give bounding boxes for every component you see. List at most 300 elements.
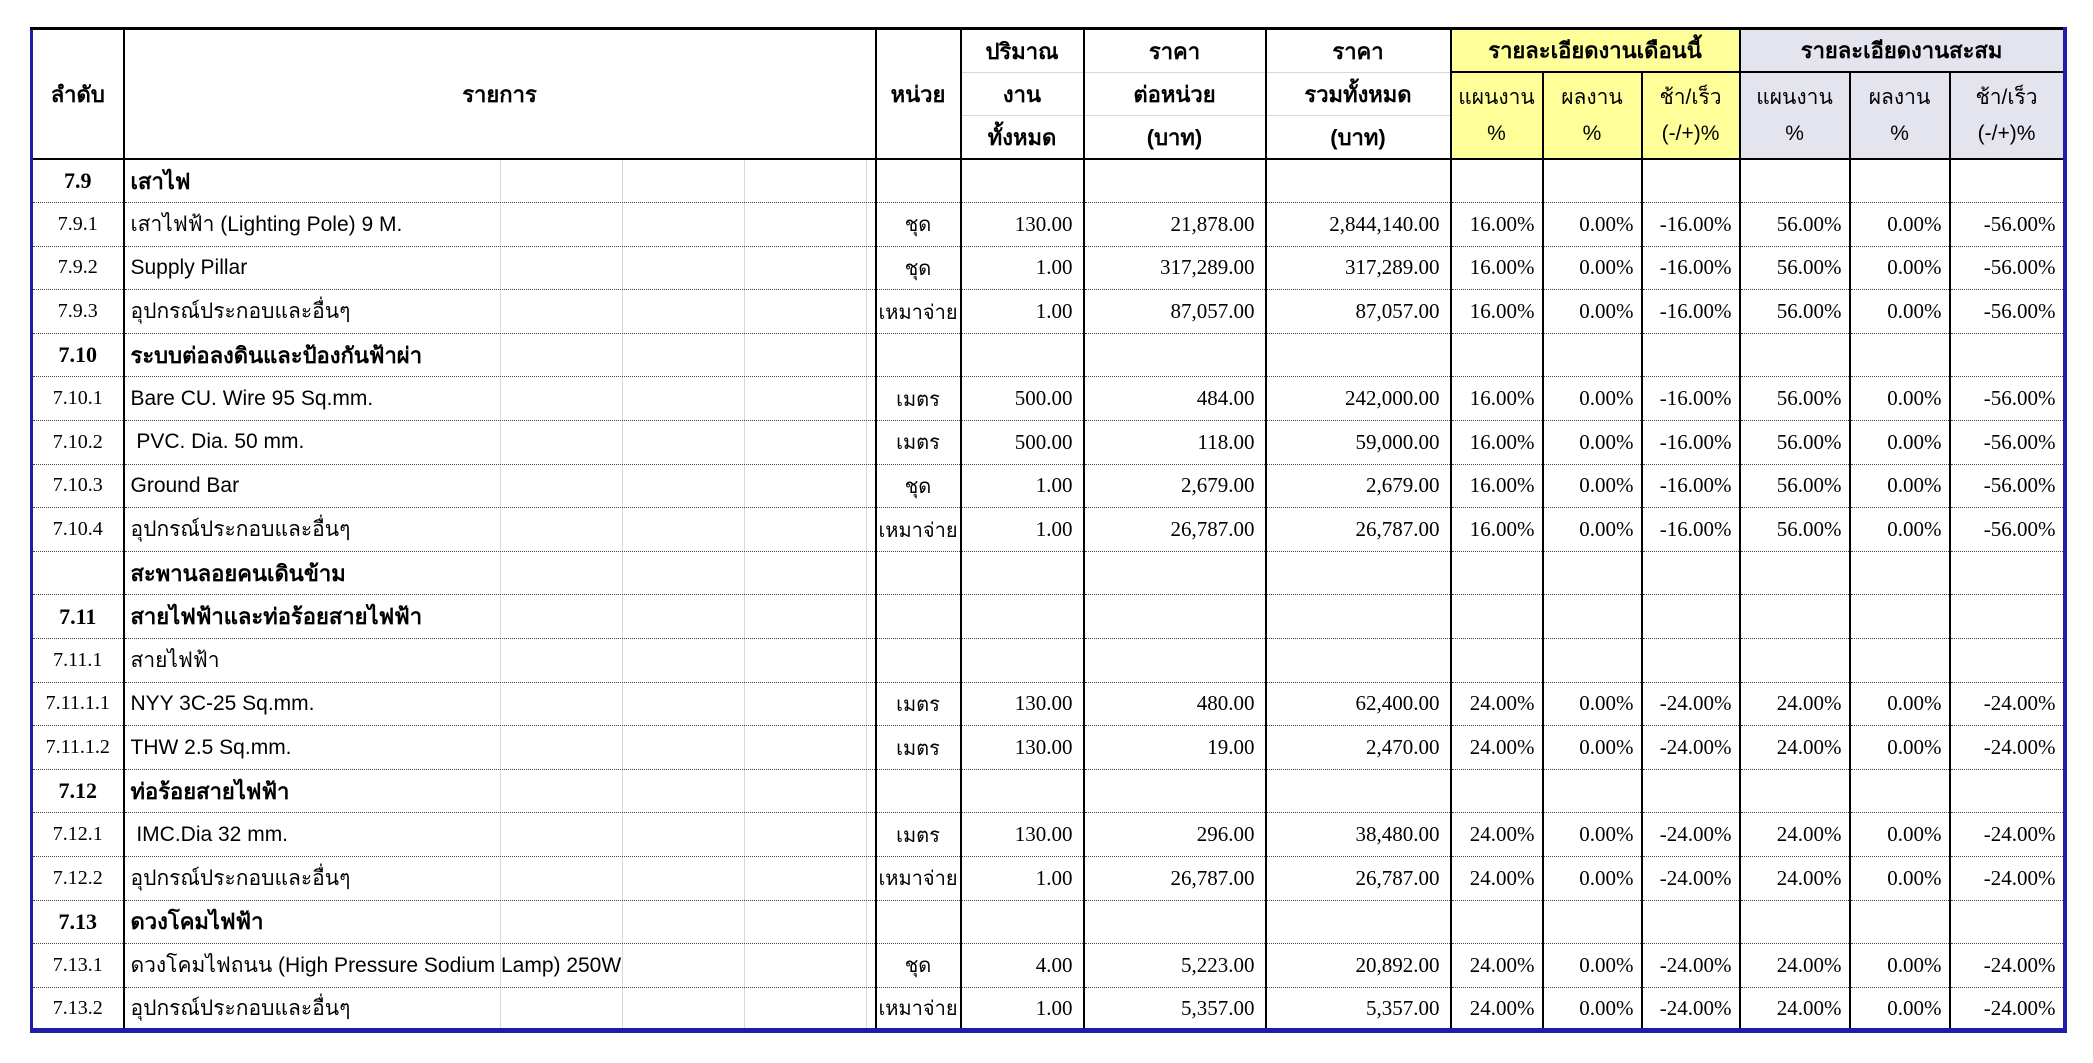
cell-no: 7.12 bbox=[32, 769, 124, 813]
cell-unit-price: 26,787.00 bbox=[1084, 508, 1266, 552]
cell-diff-cum: -56.00% bbox=[1950, 377, 2065, 421]
cell-unit-price bbox=[1084, 900, 1266, 944]
cell-item: ระบบต่อลงดินและป้องกันฟ้าผ่า bbox=[124, 333, 876, 377]
cell-total-price: 2,679.00 bbox=[1266, 464, 1451, 508]
header-unit-price bbox=[1084, 29, 1266, 160]
cell-actual-month bbox=[1543, 900, 1642, 944]
cell-actual-month bbox=[1543, 639, 1642, 683]
cell-item: NYY 3C-25 Sq.mm. bbox=[124, 682, 876, 726]
cell-plan-month bbox=[1451, 333, 1543, 377]
cell-plan-cum bbox=[1740, 159, 1850, 203]
cell-total-price bbox=[1266, 769, 1451, 813]
cell-actual-cum: 0.00% bbox=[1850, 944, 1950, 988]
cell-qty: 1.00 bbox=[961, 246, 1084, 290]
cell-actual-cum: 0.00% bbox=[1850, 464, 1950, 508]
cell-unit: เมตร bbox=[876, 813, 961, 857]
header-month-diff-lines bbox=[1643, 73, 1739, 158]
cell-plan-month: 16.00% bbox=[1451, 203, 1543, 247]
cell-actual-cum: 0.00% bbox=[1850, 726, 1950, 770]
table-row bbox=[32, 508, 2065, 552]
cell-diff-month bbox=[1642, 900, 1740, 944]
cell-plan-cum: 24.00% bbox=[1740, 813, 1850, 857]
cell-item: Ground Bar bbox=[124, 464, 876, 508]
header-no: ลำดับ bbox=[32, 29, 124, 160]
cell-no: 7.13.2 bbox=[32, 987, 124, 1031]
header-month-plan-lines bbox=[1452, 73, 1542, 158]
cell-diff-cum bbox=[1950, 595, 2065, 639]
cell-actual-cum: 0.00% bbox=[1850, 203, 1950, 247]
cell-actual-cum bbox=[1850, 333, 1950, 377]
cell-plan-month: 16.00% bbox=[1451, 290, 1543, 334]
cell-qty: 1.00 bbox=[961, 857, 1084, 901]
cell-unit-price: 484.00 bbox=[1084, 377, 1266, 421]
cell-diff-cum bbox=[1950, 900, 2065, 944]
table-row bbox=[32, 857, 2065, 901]
cell-unit bbox=[876, 900, 961, 944]
cell-unit-price bbox=[1084, 769, 1266, 813]
header-month-actual bbox=[1543, 72, 1642, 159]
cell-actual-cum: 0.00% bbox=[1850, 377, 1950, 421]
table-row bbox=[32, 333, 2065, 377]
cell-unit-price: 118.00 bbox=[1084, 421, 1266, 465]
cell-plan-cum: 24.00% bbox=[1740, 857, 1850, 901]
cell-actual-month: 0.00% bbox=[1543, 987, 1642, 1031]
cell-diff-month: -16.00% bbox=[1642, 290, 1740, 334]
cell-plan-cum: 56.00% bbox=[1740, 508, 1850, 552]
cell-no: 7.9.2 bbox=[32, 246, 124, 290]
cell-actual-month: 0.00% bbox=[1543, 813, 1642, 857]
cell-plan-cum: 56.00% bbox=[1740, 203, 1850, 247]
table-row bbox=[32, 769, 2065, 813]
cell-actual-month: 0.00% bbox=[1543, 682, 1642, 726]
cell-no: 7.11.1.1 bbox=[32, 682, 124, 726]
cell-diff-month: -16.00% bbox=[1642, 246, 1740, 290]
cell-unit: ชุด bbox=[876, 944, 961, 988]
cell-total-price bbox=[1266, 333, 1451, 377]
cell-item: IMC.Dia 32 mm. bbox=[124, 813, 876, 857]
cell-plan-month: 24.00% bbox=[1451, 682, 1543, 726]
header-month-actual-lines bbox=[1544, 73, 1641, 158]
cell-item: อุปกรณ์ประกอบและอื่นๆ bbox=[124, 508, 876, 552]
cell-actual-month: 0.00% bbox=[1543, 290, 1642, 334]
header-month-plan bbox=[1451, 72, 1543, 159]
header-cum-diff bbox=[1950, 72, 2065, 159]
cell-unit: ชุด bbox=[876, 464, 961, 508]
cell-no: 7.9.1 bbox=[32, 203, 124, 247]
cell-no: 7.12.2 bbox=[32, 857, 124, 901]
header-group-row bbox=[32, 29, 2065, 72]
table-row bbox=[32, 813, 2065, 857]
header-total-price-line2: รวมทั้งหมด bbox=[1267, 72, 1450, 115]
header-unit-price-line3: (บาท) bbox=[1085, 115, 1265, 158]
cell-total-price: 20,892.00 bbox=[1266, 944, 1451, 988]
cell-qty: 130.00 bbox=[961, 726, 1084, 770]
header-unit-price-lines bbox=[1085, 30, 1265, 158]
cell-actual-cum: 0.00% bbox=[1850, 508, 1950, 552]
cell-qty: 1.00 bbox=[961, 508, 1084, 552]
cell-plan-month bbox=[1451, 639, 1543, 683]
cell-unit bbox=[876, 333, 961, 377]
cell-no: 7.10.1 bbox=[32, 377, 124, 421]
table-row bbox=[32, 421, 2065, 465]
cell-total-price bbox=[1266, 159, 1451, 203]
header-month-diff-label: ช้า/เร็ว bbox=[1659, 85, 1722, 109]
cell-total-price: 317,289.00 bbox=[1266, 246, 1451, 290]
header-qty-line3: ทั้งหมด bbox=[962, 115, 1083, 158]
cell-actual-month: 0.00% bbox=[1543, 726, 1642, 770]
header-cum-diff-pct: (-/+)% bbox=[1977, 121, 2036, 145]
cell-unit-price: 21,878.00 bbox=[1084, 203, 1266, 247]
cell-diff-cum bbox=[1950, 551, 2065, 595]
cell-total-price: 2,844,140.00 bbox=[1266, 203, 1451, 247]
cell-plan-cum: 24.00% bbox=[1740, 944, 1850, 988]
cell-no: 7.10.4 bbox=[32, 508, 124, 552]
cell-no bbox=[32, 551, 124, 595]
cell-item: อุปกรณ์ประกอบและอื่นๆ bbox=[124, 290, 876, 334]
cell-plan-month: 24.00% bbox=[1451, 944, 1543, 988]
cell-total-price: 2,470.00 bbox=[1266, 726, 1451, 770]
cell-diff-cum: -56.00% bbox=[1950, 508, 2065, 552]
cell-unit-price: 296.00 bbox=[1084, 813, 1266, 857]
cell-no: 7.11 bbox=[32, 595, 124, 639]
cell-plan-month bbox=[1451, 551, 1543, 595]
header-qty-line2: งาน bbox=[962, 72, 1083, 115]
table-row bbox=[32, 987, 2065, 1031]
cell-unit-price: 5,357.00 bbox=[1084, 987, 1266, 1031]
header-month-detail-group: รายละเอียดงานเดือนนี้ bbox=[1451, 29, 1740, 72]
cell-unit bbox=[876, 595, 961, 639]
table-row bbox=[32, 203, 2065, 247]
cell-total-price: 26,787.00 bbox=[1266, 857, 1451, 901]
cell-qty: 130.00 bbox=[961, 813, 1084, 857]
cell-item: ดวงโคมไฟถนน (High Pressure Sodium Lamp) 250W bbox=[124, 944, 876, 988]
cell-actual-cum: 0.00% bbox=[1850, 421, 1950, 465]
cell-unit-price bbox=[1084, 551, 1266, 595]
cell-item: ดวงโคมไฟฟ้า bbox=[124, 900, 876, 944]
cell-total-price: 87,057.00 bbox=[1266, 290, 1451, 334]
header-cum-diff-lines bbox=[1951, 73, 2063, 158]
cell-actual-month bbox=[1543, 595, 1642, 639]
header-qty-line1: ปริมาณ bbox=[985, 38, 1059, 64]
cell-diff-cum: -24.00% bbox=[1950, 813, 2065, 857]
cell-diff-cum bbox=[1950, 639, 2065, 683]
cell-plan-month bbox=[1451, 769, 1543, 813]
header-month-plan-pct: % bbox=[1487, 121, 1506, 145]
cell-qty bbox=[961, 159, 1084, 203]
cell-no: 7.9 bbox=[32, 159, 124, 203]
cell-unit bbox=[876, 159, 961, 203]
header-month-plan-label: แผนงาน bbox=[1458, 85, 1535, 109]
cell-item: THW 2.5 Sq.mm. bbox=[124, 726, 876, 770]
cell-diff-cum: -56.00% bbox=[1950, 246, 2065, 290]
cell-item: สะพานลอยคนเดินข้าม bbox=[124, 551, 876, 595]
header-cum-diff-label: ช้า/เร็ว bbox=[1975, 85, 2038, 109]
cell-plan-month: 16.00% bbox=[1451, 421, 1543, 465]
cell-plan-cum bbox=[1740, 551, 1850, 595]
cell-item: ท่อร้อยสายไฟฟ้า bbox=[124, 769, 876, 813]
cell-actual-cum bbox=[1850, 639, 1950, 683]
cell-unit-price bbox=[1084, 639, 1266, 683]
cell-diff-cum: -24.00% bbox=[1950, 944, 2065, 988]
cell-qty: 500.00 bbox=[961, 421, 1084, 465]
cell-unit-price bbox=[1084, 333, 1266, 377]
table-row bbox=[32, 246, 2065, 290]
cell-plan-month: 24.00% bbox=[1451, 726, 1543, 770]
cell-plan-cum: 56.00% bbox=[1740, 464, 1850, 508]
cell-plan-cum: 56.00% bbox=[1740, 246, 1850, 290]
cell-actual-month: 0.00% bbox=[1543, 377, 1642, 421]
cell-unit: ชุด bbox=[876, 246, 961, 290]
cell-plan-cum bbox=[1740, 769, 1850, 813]
cell-actual-cum: 0.00% bbox=[1850, 987, 1950, 1031]
cell-diff-month bbox=[1642, 159, 1740, 203]
cell-total-price: 59,000.00 bbox=[1266, 421, 1451, 465]
header-total-price-line3: (บาท) bbox=[1267, 115, 1450, 158]
cell-unit-price: 19.00 bbox=[1084, 726, 1266, 770]
cell-qty: 500.00 bbox=[961, 377, 1084, 421]
cell-item: Bare CU. Wire 95 Sq.mm. bbox=[124, 377, 876, 421]
cell-diff-cum: -24.00% bbox=[1950, 857, 2065, 901]
table-row bbox=[32, 900, 2065, 944]
table-row bbox=[32, 944, 2065, 988]
cell-total-price: 5,357.00 bbox=[1266, 987, 1451, 1031]
cell-qty bbox=[961, 595, 1084, 639]
cell-diff-cum bbox=[1950, 159, 2065, 203]
cell-diff-month: -24.00% bbox=[1642, 944, 1740, 988]
header-month-diff bbox=[1642, 72, 1740, 159]
cell-no: 7.10 bbox=[32, 333, 124, 377]
cell-unit: เมตร bbox=[876, 682, 961, 726]
table-row bbox=[32, 290, 2065, 334]
header-unit-price-line2: ต่อหน่วย bbox=[1085, 72, 1265, 115]
cell-item: เสาไฟฟ้า (Lighting Pole) 9 M. bbox=[124, 203, 876, 247]
cell-no: 7.11.1 bbox=[32, 639, 124, 683]
cell-diff-cum: -24.00% bbox=[1950, 987, 2065, 1031]
cell-actual-cum: 0.00% bbox=[1850, 857, 1950, 901]
header-cum-plan-label: แผนงาน bbox=[1756, 85, 1833, 109]
cell-actual-month: 0.00% bbox=[1543, 246, 1642, 290]
cell-diff-cum: -56.00% bbox=[1950, 421, 2065, 465]
cell-total-price bbox=[1266, 639, 1451, 683]
cell-actual-month: 0.00% bbox=[1543, 857, 1642, 901]
header-cum-actual-pct: % bbox=[1890, 121, 1909, 145]
cell-diff-cum bbox=[1950, 333, 2065, 377]
cell-qty bbox=[961, 769, 1084, 813]
header-cum-plan-lines bbox=[1741, 73, 1849, 158]
cell-unit: เหมาจ่าย bbox=[876, 857, 961, 901]
table-body bbox=[32, 159, 2065, 1031]
cell-qty: 1.00 bbox=[961, 464, 1084, 508]
cell-no: 7.13 bbox=[32, 900, 124, 944]
cell-diff-month bbox=[1642, 639, 1740, 683]
cell-actual-cum bbox=[1850, 551, 1950, 595]
cell-diff-month bbox=[1642, 769, 1740, 813]
cell-plan-cum bbox=[1740, 333, 1850, 377]
header-unit-price-line1: ราคา bbox=[1148, 38, 1201, 64]
cell-unit: ชุด bbox=[876, 203, 961, 247]
cell-plan-month bbox=[1451, 159, 1543, 203]
cell-total-price: 62,400.00 bbox=[1266, 682, 1451, 726]
header-total-quantity bbox=[961, 29, 1084, 160]
cell-diff-month: -24.00% bbox=[1642, 726, 1740, 770]
cell-total-price bbox=[1266, 551, 1451, 595]
cell-no: 7.11.1.2 bbox=[32, 726, 124, 770]
cell-plan-month bbox=[1451, 595, 1543, 639]
cell-total-price bbox=[1266, 595, 1451, 639]
header-unit: หน่วย bbox=[876, 29, 961, 160]
cell-qty bbox=[961, 900, 1084, 944]
cell-diff-month bbox=[1642, 595, 1740, 639]
cell-unit: เมตร bbox=[876, 377, 961, 421]
cell-diff-month: -24.00% bbox=[1642, 857, 1740, 901]
cell-qty bbox=[961, 639, 1084, 683]
cell-diff-cum: -24.00% bbox=[1950, 726, 2065, 770]
cell-diff-month: -24.00% bbox=[1642, 682, 1740, 726]
cell-actual-month bbox=[1543, 551, 1642, 595]
cell-diff-month: -16.00% bbox=[1642, 421, 1740, 465]
header-cumulative-detail-group: รายละเอียดงานสะสม bbox=[1740, 29, 2065, 72]
cell-actual-cum bbox=[1850, 769, 1950, 813]
cell-unit: เหมาจ่าย bbox=[876, 290, 961, 334]
cell-actual-month: 0.00% bbox=[1543, 944, 1642, 988]
cell-diff-month bbox=[1642, 551, 1740, 595]
cell-diff-cum bbox=[1950, 769, 2065, 813]
header-cum-actual-lines bbox=[1851, 73, 1949, 158]
cell-plan-month: 24.00% bbox=[1451, 813, 1543, 857]
header-item: รายการ bbox=[124, 29, 876, 160]
cell-plan-month: 16.00% bbox=[1451, 508, 1543, 552]
table-row bbox=[32, 159, 2065, 203]
cell-no: 7.13.1 bbox=[32, 944, 124, 988]
cell-item: อุปกรณ์ประกอบและอื่นๆ bbox=[124, 987, 876, 1031]
cell-unit: เหมาจ่าย bbox=[876, 987, 961, 1031]
cell-diff-month bbox=[1642, 333, 1740, 377]
cell-diff-month: -16.00% bbox=[1642, 377, 1740, 421]
cell-unit bbox=[876, 639, 961, 683]
cell-plan-cum: 24.00% bbox=[1740, 987, 1850, 1031]
cell-actual-month: 0.00% bbox=[1543, 464, 1642, 508]
cell-no: 7.10.3 bbox=[32, 464, 124, 508]
cell-plan-month: 16.00% bbox=[1451, 246, 1543, 290]
cell-qty bbox=[961, 333, 1084, 377]
cell-actual-month: 0.00% bbox=[1543, 203, 1642, 247]
table-row bbox=[32, 464, 2065, 508]
cell-plan-cum bbox=[1740, 639, 1850, 683]
cell-diff-month: -16.00% bbox=[1642, 464, 1740, 508]
cell-diff-cum: -56.00% bbox=[1950, 464, 2065, 508]
cell-total-price: 242,000.00 bbox=[1266, 377, 1451, 421]
cell-actual-cum: 0.00% bbox=[1850, 682, 1950, 726]
cell-item: สายไฟฟ้าและท่อร้อยสายไฟฟ้า bbox=[124, 595, 876, 639]
cell-plan-month bbox=[1451, 900, 1543, 944]
table-row bbox=[32, 682, 2065, 726]
cell-plan-month: 24.00% bbox=[1451, 987, 1543, 1031]
header-total-quantity-lines bbox=[962, 30, 1083, 158]
cell-unit: เมตร bbox=[876, 421, 961, 465]
cell-unit bbox=[876, 551, 961, 595]
cell-item: PVC. Dia. 50 mm. bbox=[124, 421, 876, 465]
cell-actual-cum: 0.00% bbox=[1850, 290, 1950, 334]
table-row bbox=[32, 595, 2065, 639]
cell-actual-month: 0.00% bbox=[1543, 508, 1642, 552]
cell-unit-price: 5,223.00 bbox=[1084, 944, 1266, 988]
cell-qty bbox=[961, 551, 1084, 595]
cell-unit-price: 87,057.00 bbox=[1084, 290, 1266, 334]
cell-diff-month: -16.00% bbox=[1642, 508, 1740, 552]
cell-diff-month: -24.00% bbox=[1642, 987, 1740, 1031]
cell-plan-cum: 56.00% bbox=[1740, 290, 1850, 334]
cell-actual-month bbox=[1543, 159, 1642, 203]
cell-diff-cum: -56.00% bbox=[1950, 203, 2065, 247]
cell-no: 7.9.3 bbox=[32, 290, 124, 334]
cell-item: เสาไฟ bbox=[124, 159, 876, 203]
cell-unit: เหมาจ่าย bbox=[876, 508, 961, 552]
header-cum-plan-pct: % bbox=[1785, 121, 1804, 145]
table-row bbox=[32, 726, 2065, 770]
cell-unit bbox=[876, 769, 961, 813]
cell-unit-price bbox=[1084, 595, 1266, 639]
header-month-actual-pct: % bbox=[1582, 121, 1602, 145]
header-month-diff-pct: (-/+)% bbox=[1661, 121, 1720, 145]
cell-qty: 1.00 bbox=[961, 987, 1084, 1031]
cell-total-price: 26,787.00 bbox=[1266, 508, 1451, 552]
header-total-price bbox=[1266, 29, 1451, 160]
cell-unit: เมตร bbox=[876, 726, 961, 770]
cell-plan-cum: 24.00% bbox=[1740, 682, 1850, 726]
cell-item: อุปกรณ์ประกอบและอื่นๆ bbox=[124, 857, 876, 901]
cell-no: 7.10.2 bbox=[32, 421, 124, 465]
cell-plan-cum: 56.00% bbox=[1740, 421, 1850, 465]
cell-actual-cum bbox=[1850, 159, 1950, 203]
cell-plan-month: 16.00% bbox=[1451, 377, 1543, 421]
header-total-price-line1: ราคา bbox=[1332, 38, 1384, 64]
cell-actual-month bbox=[1543, 769, 1642, 813]
cell-qty: 1.00 bbox=[961, 290, 1084, 334]
table-row bbox=[32, 551, 2065, 595]
cell-actual-month bbox=[1543, 333, 1642, 377]
cell-unit-price: 2,679.00 bbox=[1084, 464, 1266, 508]
cell-diff-month: -24.00% bbox=[1642, 813, 1740, 857]
cell-actual-cum bbox=[1850, 900, 1950, 944]
cell-actual-month: 0.00% bbox=[1543, 421, 1642, 465]
cell-plan-month: 16.00% bbox=[1451, 464, 1543, 508]
cell-qty: 130.00 bbox=[961, 682, 1084, 726]
cell-total-price: 38,480.00 bbox=[1266, 813, 1451, 857]
cell-actual-cum: 0.00% bbox=[1850, 813, 1950, 857]
cell-plan-cum bbox=[1740, 900, 1850, 944]
work-progress-table bbox=[30, 27, 2067, 1033]
cell-plan-cum bbox=[1740, 595, 1850, 639]
cell-total-price bbox=[1266, 900, 1451, 944]
cell-plan-cum: 24.00% bbox=[1740, 726, 1850, 770]
cell-diff-cum: -56.00% bbox=[1950, 290, 2065, 334]
cell-qty: 4.00 bbox=[961, 944, 1084, 988]
cell-unit-price bbox=[1084, 159, 1266, 203]
header-total-price-lines bbox=[1267, 30, 1450, 158]
header-cum-actual-label: ผลงาน bbox=[1868, 85, 1931, 109]
cell-actual-cum bbox=[1850, 595, 1950, 639]
cell-unit-price: 480.00 bbox=[1084, 682, 1266, 726]
header-cum-plan bbox=[1740, 72, 1850, 159]
cell-unit-price: 317,289.00 bbox=[1084, 246, 1266, 290]
table-row bbox=[32, 639, 2065, 683]
cell-actual-cum: 0.00% bbox=[1850, 246, 1950, 290]
cell-no: 7.12.1 bbox=[32, 813, 124, 857]
cell-plan-cum: 56.00% bbox=[1740, 377, 1850, 421]
cell-plan-month: 24.00% bbox=[1451, 857, 1543, 901]
cell-qty: 130.00 bbox=[961, 203, 1084, 247]
cell-unit-price: 26,787.00 bbox=[1084, 857, 1266, 901]
